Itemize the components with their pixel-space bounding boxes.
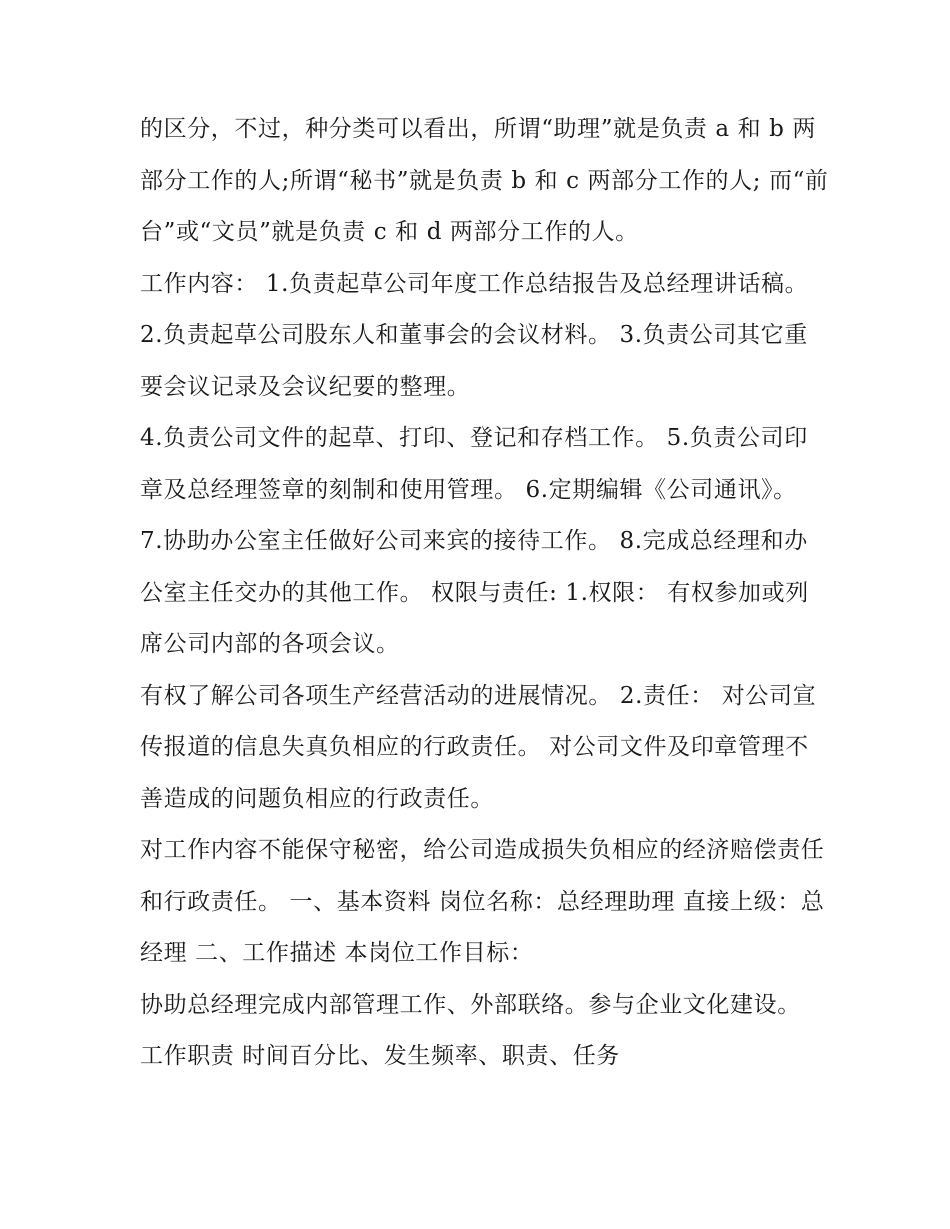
paragraph-duties-4-6: 4.负责公司文件的起草、打印、登记和存档工作。 5.负责公司印章及总经理签章的刻制和使用管理。 6.定期编辑《公司通讯》。 — [140, 425, 808, 503]
document-body — [140, 104, 830, 1083]
paragraph-basic-info: 对工作内容不能保守秘密，给公司造成损失负相应的经济赔偿责任和行政责任。 一、基本资料 岗位名称：总经理助理 直接上级：总经理 二、工作描述 本岗位工作目标： — [140, 837, 825, 966]
paragraph-work-goal: 协助总经理完成内部管理工作、外部联络。参与企业文化建设。 工作职责 时间百分比、发生频率、职责、任务 — [140, 991, 809, 1069]
paragraph-work-content: 工作内容： 1.负责起草公司年度工作总结报告及总经理讲话稿。 2.负责起草公司股东人和董事会的会议材料。 3.负责公司其它重要会议记录及会议纪要的整理。 — [140, 270, 817, 400]
paragraph-role-distinction: 的区分，不过，种分类可以看出，所谓“助理”就是负责 a 和 b 两部分工作的人;所谓“秘书”就是负责 b 和 c 两部分工作的人; 而“前台”或“文员”就是负责 c 和 d 两部分工作的人。 — [140, 116, 829, 245]
paragraph-duties-7-8-authority: 7.协助办公室主任做好公司来宾的接待工作。 8.完成总经理和办公室主任交办的其他工作。 权限与责任: 1.权限： 有权参加或列席公司内部的各项会议。 — [140, 528, 809, 657]
paragraph-responsibility: 有权了解公司各项生产经营活动的进展情况。 2.责任： 对公司宣传报道的信息失真负相应的行政责任。 对公司文件及印章管理不善造成的问题负相应的行政责任。 — [140, 682, 817, 812]
